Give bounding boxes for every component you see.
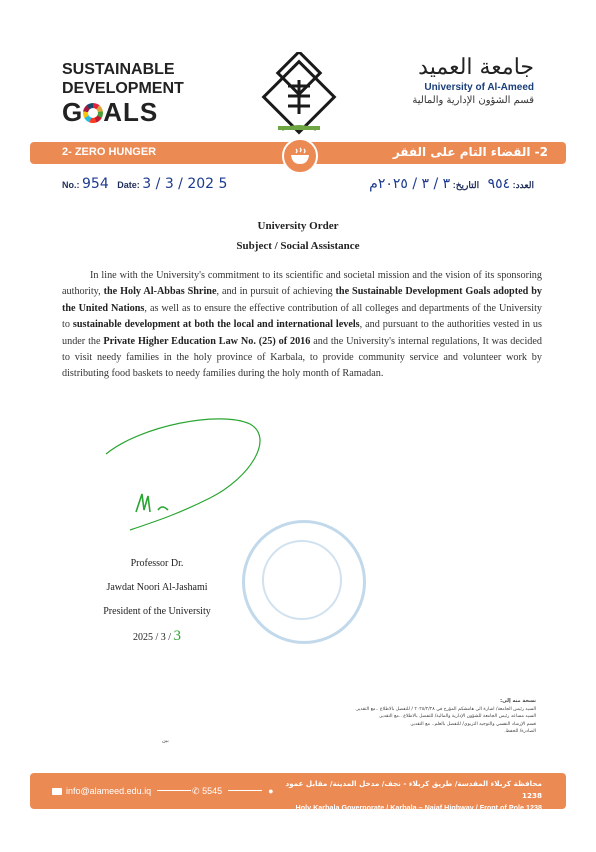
ar-no-value: ٩٥٤ (487, 176, 511, 192)
date-label: Date: (117, 180, 140, 190)
university-emblem-icon (258, 52, 340, 138)
footer-phone (192, 786, 274, 797)
body-bold-3: sustainable development at both the local and international levels (72, 319, 360, 331)
order-subject: Subject / Social Assistance (236, 240, 360, 252)
university-calligraphy: جامعة العميد (418, 55, 534, 80)
footer-email (52, 786, 197, 796)
footer-address-ar: محافظة كربلاء المقدسة/ طريق كربلاء - نجف/ مدخل المدينة/ مقابل عمود 1238 (285, 779, 542, 800)
sdg-goals-rest: ALS (103, 97, 159, 127)
phone-icon: ✆ (192, 786, 200, 796)
signatory-role: President of the University (103, 606, 211, 617)
ar-date-value: ٣ / ٣ / ٢٠٢٥م (369, 176, 451, 192)
sdg-goals-g: G (62, 97, 84, 127)
ar-date-label: التاريخ: (452, 180, 480, 190)
signature-date-printed: 2025 / 3 / (132, 632, 174, 643)
sdg-wheel-icon (83, 103, 103, 123)
typist-initials: بين (162, 738, 169, 744)
location-pin-icon: ● (268, 786, 274, 796)
band-label-ar: 2- القضاء التام على الفقر (392, 145, 548, 159)
sdg-logo (62, 60, 184, 126)
body-bold-4: Private Higher Education Law No. (25) of 2016 (103, 335, 311, 347)
cc-line-3: قسم الإرشاد النفسي والتوجيه التربوي/ للتفضل بالعلم.. مع التقدير. (409, 721, 536, 727)
signatory-title: Professor Dr. (130, 558, 184, 569)
body-bold-2: the Sustainable Development Goals adopted by the United Nations (62, 286, 542, 314)
footer-divider-2 (228, 790, 262, 791)
date-value: 3 / 3 / 202 5 (142, 176, 228, 192)
official-stamp-inner (262, 540, 342, 620)
no-label: No.: (62, 180, 80, 190)
cc-line-1: السيد رئيس الجامعة/ اشارة الى هامشكم المؤرخ في ٢٠٢٥/٢/٢٨ / للتفضل بالاطلاع ..مع التقدير. (355, 706, 536, 712)
sdg-line-2: DEVELOPMENT (62, 80, 184, 97)
signature-date (62, 624, 252, 650)
order-body (62, 268, 542, 383)
ar-no-label: العدد: (512, 180, 534, 190)
cc-heading: نسخة منه إلى: (500, 698, 536, 704)
body-text-1: In line with the University's commitment to its scientific and societal mission and the vision of its sponsoring authority, (62, 270, 542, 298)
bowl-icon (284, 140, 316, 172)
signature-date-handwritten: 3 (173, 628, 182, 644)
email-icon (52, 788, 62, 795)
signature-scribble (100, 408, 280, 538)
signature-block (62, 552, 252, 650)
university-name-en: University of Al-Ameed (424, 82, 534, 93)
footer-address-en: Holy Karbala Governorate / Karbala – Najaf Highway / Front of Pole 1238 (295, 803, 542, 812)
department-name: قسم الشؤون الإدارية والمالية (412, 95, 534, 106)
footer-address (272, 778, 542, 814)
sdg-line-1: SUSTAINABLE (62, 61, 175, 78)
body-text-3: , as well as to ensure the effective contribution of all colleges and departments of the University to (62, 302, 542, 331)
band-label-en: 2- ZERO HUNGER (62, 146, 157, 158)
ref-ar (369, 176, 534, 192)
order-title: University Order (257, 220, 339, 232)
cc-line-4: الصادرة/ للحفظ. (504, 729, 536, 734)
cc-list (276, 698, 536, 736)
university-name (412, 55, 534, 106)
body-text-5: and the University's internal regulations, It was decided to visit needy families in the holy province of Karbala, to provide community service and volunteer work by distributing food baskets to needy families during the holy month of Ramadan. (62, 335, 542, 380)
signatory-name: Jawdat Noori Al-Jashami (106, 582, 208, 593)
body-bold-1: the Holy Al-Abbas Shrine (103, 286, 217, 298)
sdg-goals-word (62, 98, 184, 126)
footer-phone-text: 5545 (202, 786, 223, 796)
bowl-icon-badge (282, 138, 318, 174)
ref-en (62, 176, 227, 192)
body-text-4: , and pursuant to the authorities vested in us under the (62, 319, 542, 347)
no-value: 954 (82, 176, 109, 192)
body-text-2: , and in pursuit of achieving (216, 286, 336, 298)
footer-divider (157, 790, 191, 791)
cc-line-2: السيد مساعد رئيس الجامعة للشؤون الإدارية والمالية/ للتفضل بالاطلاع ..مع التقدير. (378, 714, 536, 719)
footer-email-text: info@alameed.edu.iq (66, 786, 152, 796)
